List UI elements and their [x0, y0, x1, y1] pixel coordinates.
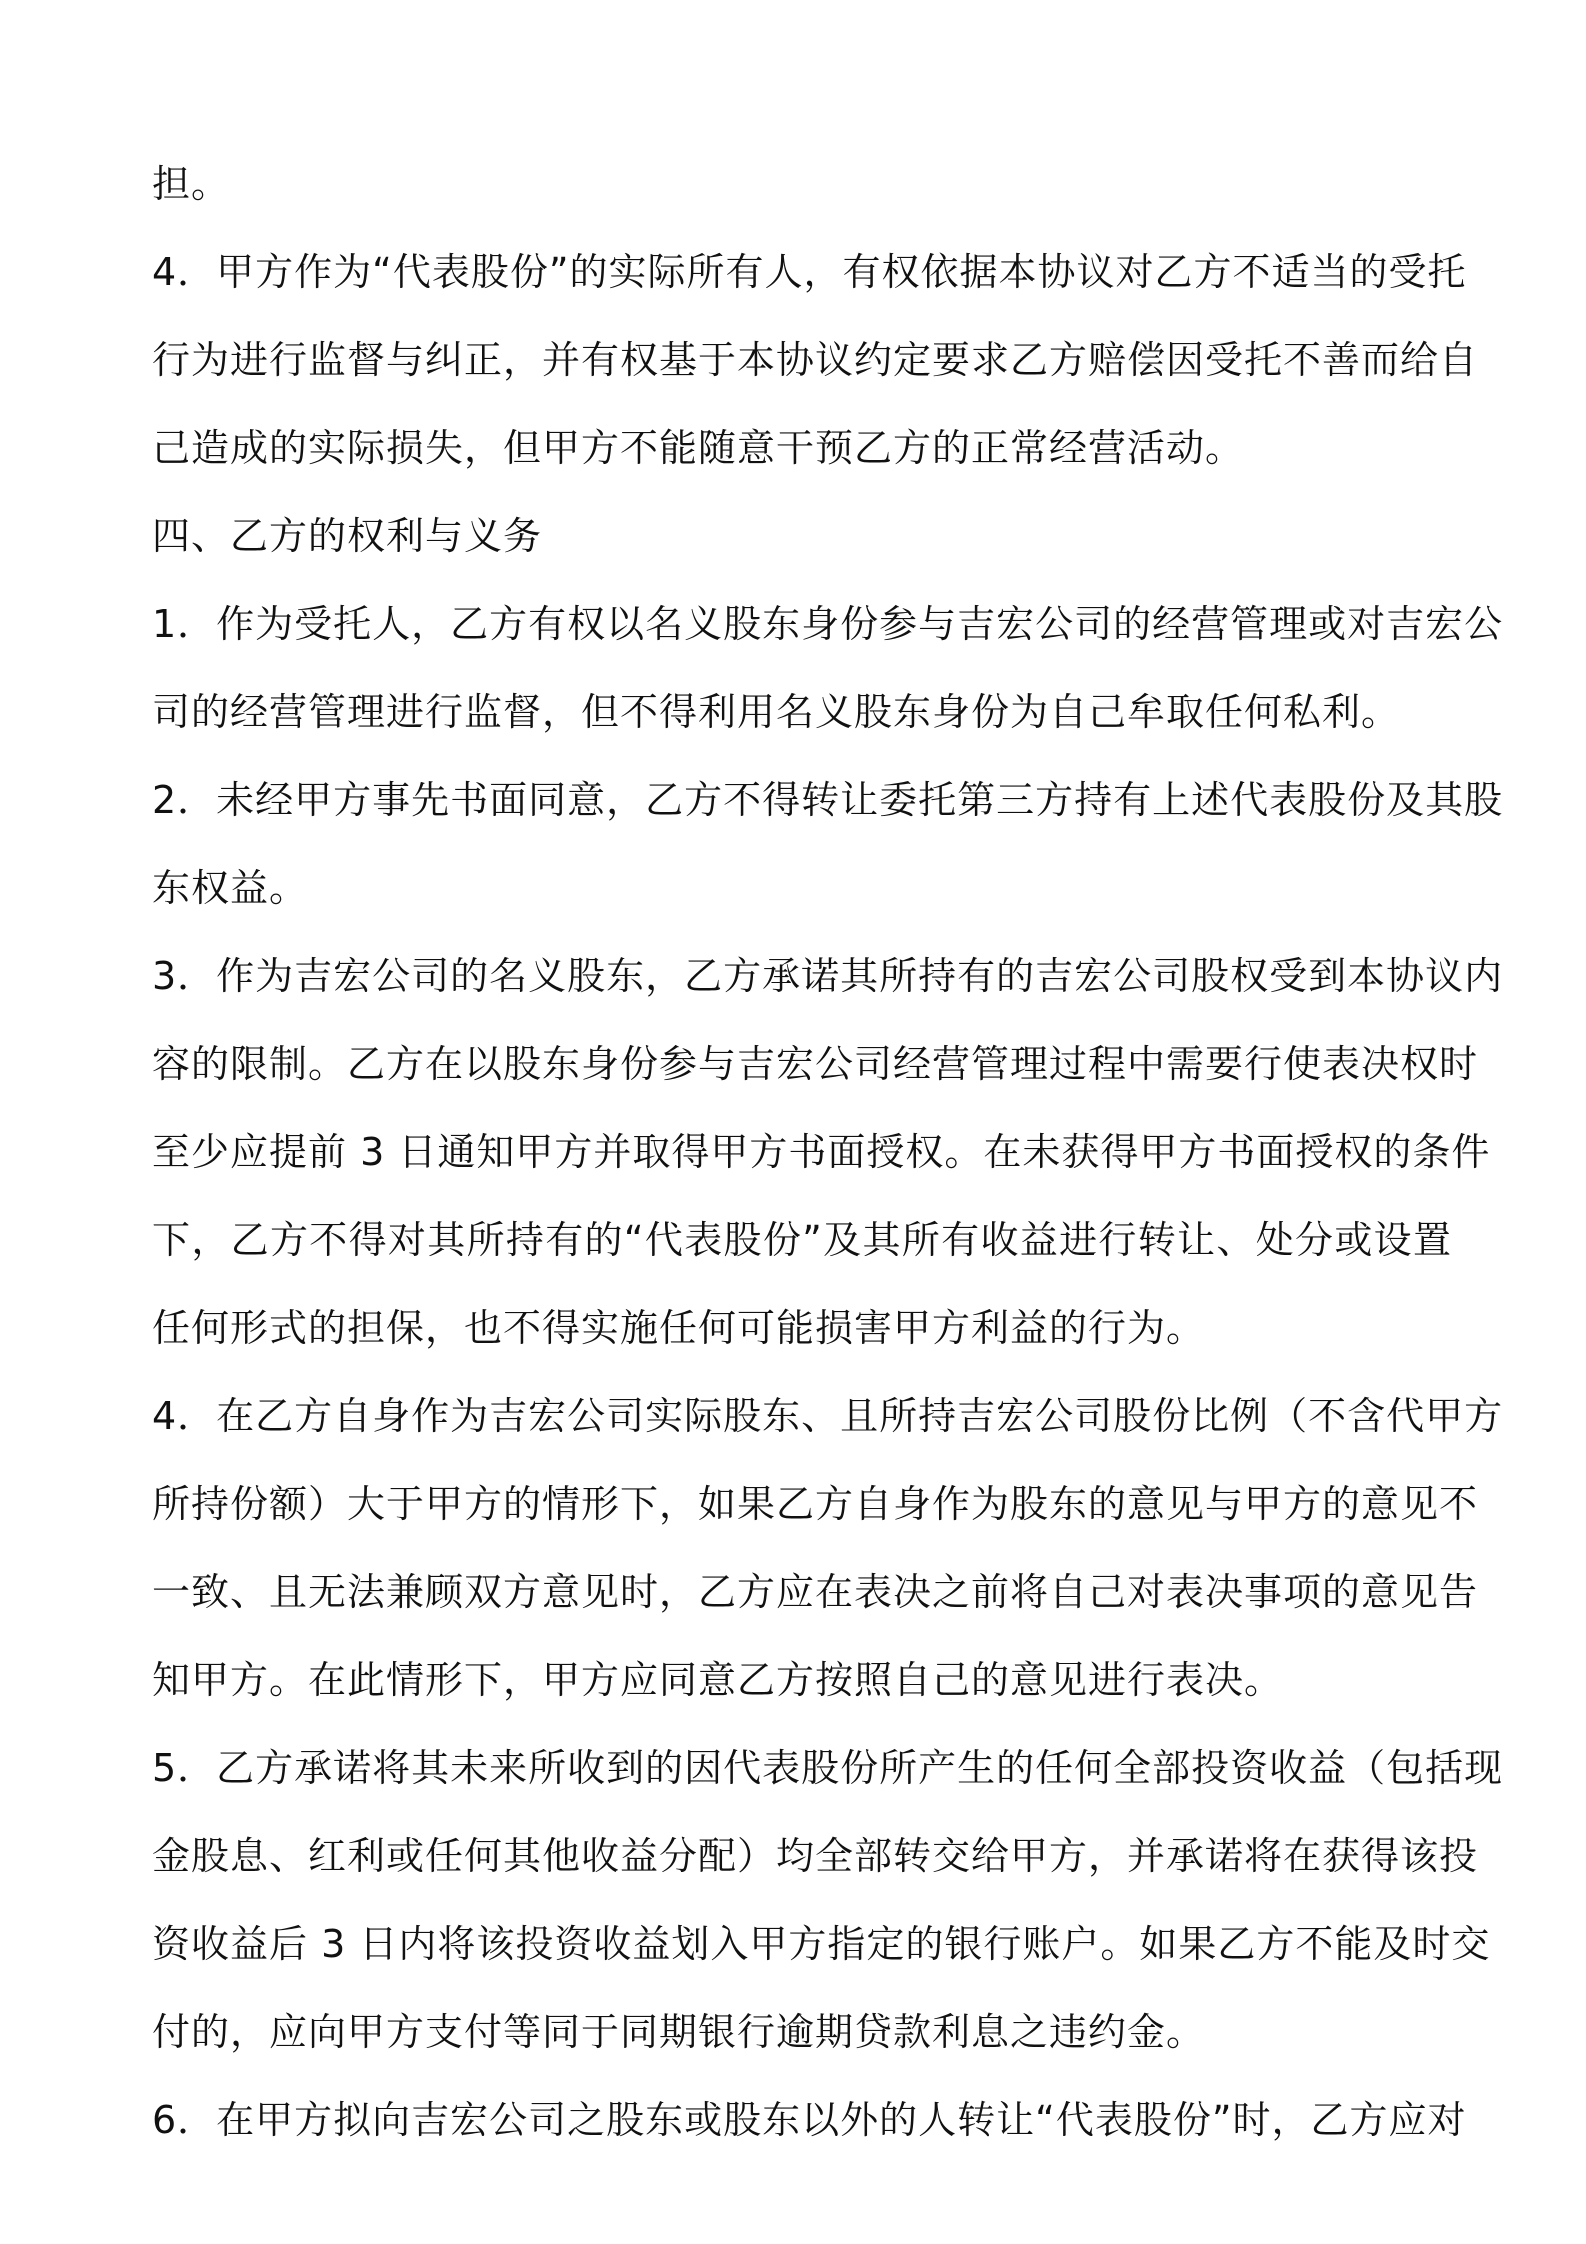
text-line-4: 己造成的实际损失，但甲方不能随意干预乙方的正常经营活动。 [152, 426, 1245, 470]
text-line-17: 一致、且无法兼顾双方意见时，乙方应在表决之前将自己对表决事项的意见告 [152, 1570, 1479, 1614]
text-line-18: 知甲方。在此情形下，甲方应同意乙方按照自己的意见进行表决。 [152, 1658, 1284, 1702]
text-line-7: 司的经营管理进行监督，但不得利用名义股东身份为自己牟取任何私利。 [152, 690, 1401, 734]
text-line-19: 5．乙方承诺将其未来所收到的因代表股份所产生的任何全部投资收益（包括现 [152, 1746, 1504, 1790]
text-line-15: 4．在乙方自身作为吉宏公司实际股东、且所持吉宏公司股份比例（不含代甲方 [152, 1394, 1504, 1438]
text-line-1: 担。 [152, 162, 231, 206]
text-line-9: 东权益。 [152, 866, 309, 910]
text-line-2: 4．甲方作为“代表股份”的实际所有人，有权依据本协议对乙方不适当的受托 [152, 250, 1467, 294]
text-line-11: 容的限制。乙方在以股东身份参与吉宏公司经营管理过程中需要行使表决权时 [152, 1042, 1479, 1086]
text-line-22: 付的，应向甲方支付等同于同期银行逾期贷款利息之违约金。 [152, 2010, 1206, 2054]
text-line-21: 资收益后 3 日内将该投资收益划入甲方指定的银行账户。如果乙方不能及时交 [152, 1922, 1491, 1966]
text-line-20: 金股息、红利或任何其他收益分配）均全部转交给甲方，并承诺将在获得该投 [152, 1834, 1479, 1878]
text-line-3: 行为进行监督与纠正，并有权基于本协议约定要求乙方赔偿因受托不善而给自 [152, 338, 1479, 382]
text-line-10: 3．作为吉宏公司的名义股东，乙方承诺其所持有的吉宏公司股权受到本协议内 [152, 954, 1504, 998]
section-heading: 四、乙方的权利与义务 [152, 514, 543, 558]
text-line-6: 1．作为受托人，乙方有权以名义股东身份参与吉宏公司的经营管理或对吉宏公 [152, 602, 1504, 646]
text-line-8: 2．未经甲方事先书面同意，乙方不得转让委托第三方持有上述代表股份及其股 [152, 778, 1504, 822]
text-line-23: 6．在甲方拟向吉宏公司之股东或股东以外的人转让“代表股份”时，乙方应对 [152, 2098, 1467, 2142]
text-line-13: 下，乙方不得对其所持有的“代表股份”及其所有收益进行转让、处分或设置 [152, 1218, 1452, 1262]
text-line-14: 任何形式的担保，也不得实施任何可能损害甲方利益的行为。 [152, 1306, 1206, 1350]
text-line-12: 至少应提前 3 日通知甲方并取得甲方书面授权。在未获得甲方书面授权的条件 [152, 1130, 1491, 1174]
text-line-16: 所持份额）大于甲方的情形下，如果乙方自身作为股东的意见与甲方的意见不 [152, 1482, 1479, 1526]
